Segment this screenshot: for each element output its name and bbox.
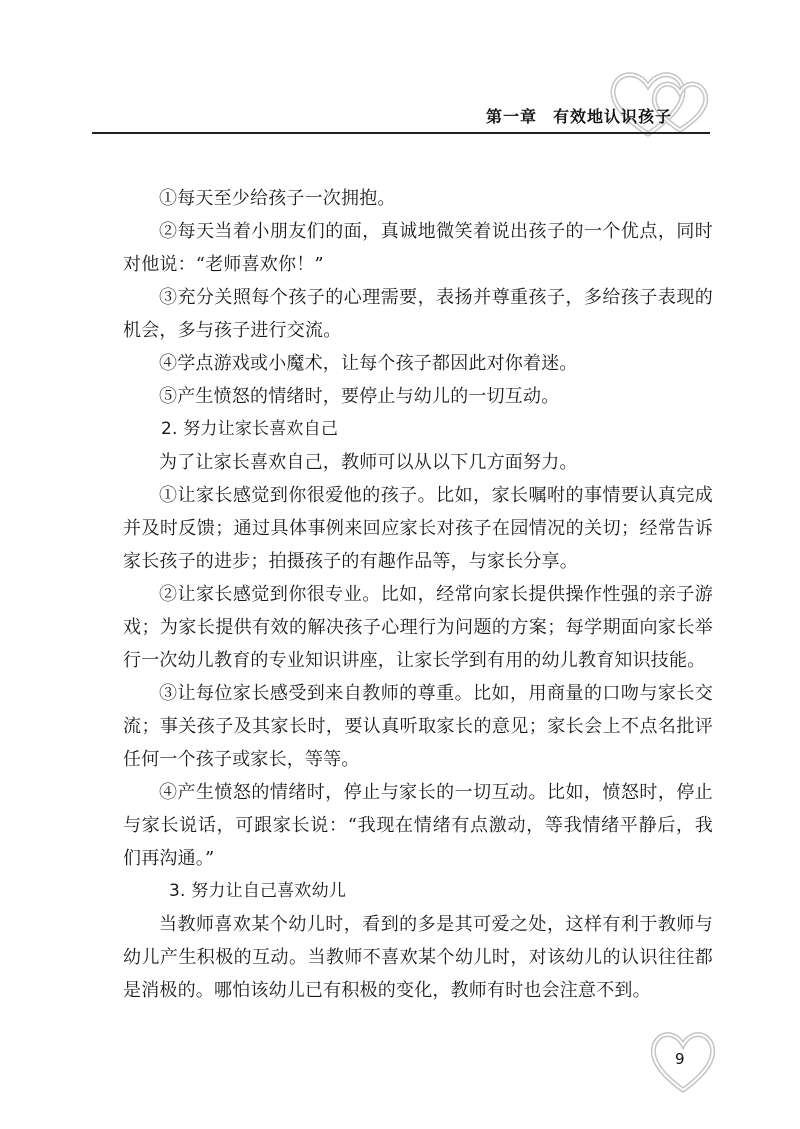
- paragraph-2: ②每天当着小朋友们的面，真诚地微笑着说出孩子的一个优点，同时对他说：“老师喜欢你！”: [123, 221, 713, 275]
- paragraph-1: ①每天至少给孩子一次拥抱。: [159, 188, 396, 209]
- page-header: [0, 0, 800, 140]
- paragraph-4: ④学点游戏或小魔术，让每个孩子都因此对你着迷。: [159, 353, 578, 374]
- chapter-name: 有效地认识孩子: [553, 107, 673, 126]
- paragraph-8: ②让家长感觉到你很专业。比如，经常向家长提供操作性强的亲子游戏；为家长提供有效的解决孩子心理行为问题的方案；每学期面向家长举行一次幼儿教育的专业知识讲座，让家长学到有用的幼儿教育知识技能。: [123, 584, 713, 671]
- page-body: [123, 182, 713, 1007]
- chapter-title: [486, 104, 672, 127]
- paragraph-7: ①让家长感觉到你很爱他的孩子。比如，家长嘱咐的事情要认真完成并及时反馈；通过具体事例来回应家长对孩子在园情况的关切；经常告诉家长孩子的进步；拍摄孩子的有趣作品等，与家长分享。: [123, 485, 713, 572]
- page-number: 9: [675, 1050, 685, 1068]
- paragraph-10: ④产生愤怒的情绪时，停止与家长的一切互动。比如，愤怒时，停止与家长说话，可跟家长说：“我现在情绪有点激动，等我情绪平静后，我们再沟通。”: [123, 782, 713, 869]
- paragraph-3: ③充分关照每个孩子的心理需要，表扬并尊重孩子，多给孩子表现的机会，多与孩子进行交流。: [123, 287, 713, 341]
- paragraph-6: 为了让家长喜欢自己，教师可以从以下几方面努力。: [159, 452, 578, 473]
- paragraph-11: 当教师喜欢某个幼儿时，看到的多是其可爱之处，这样有利于教师与幼儿产生积极的互动。当教师不喜欢某个幼儿时，对该幼儿的认识往往都是消极的。哪怕该幼儿已有积极的变化，教师有时也会注意不到。: [123, 914, 713, 1001]
- section-heading-3: 3. 努力让自己喜欢幼儿: [169, 881, 347, 901]
- paragraph-5: ⑤产生愤怒的情绪时，要停止与幼儿的一切互动。: [159, 386, 560, 407]
- section-heading-2: 2. 努力让家长喜欢自己: [161, 419, 339, 439]
- header-rule: [92, 132, 710, 134]
- paragraph-9: ③让每位家长感受到来自教师的尊重。比如，用商量的口吻与家长交流；事关孩子及其家长时，要认真听取家长的意见；家长会上不点名批评任何一个孩子或家长，等等。: [123, 683, 713, 770]
- chapter-number: 第一章: [486, 107, 538, 126]
